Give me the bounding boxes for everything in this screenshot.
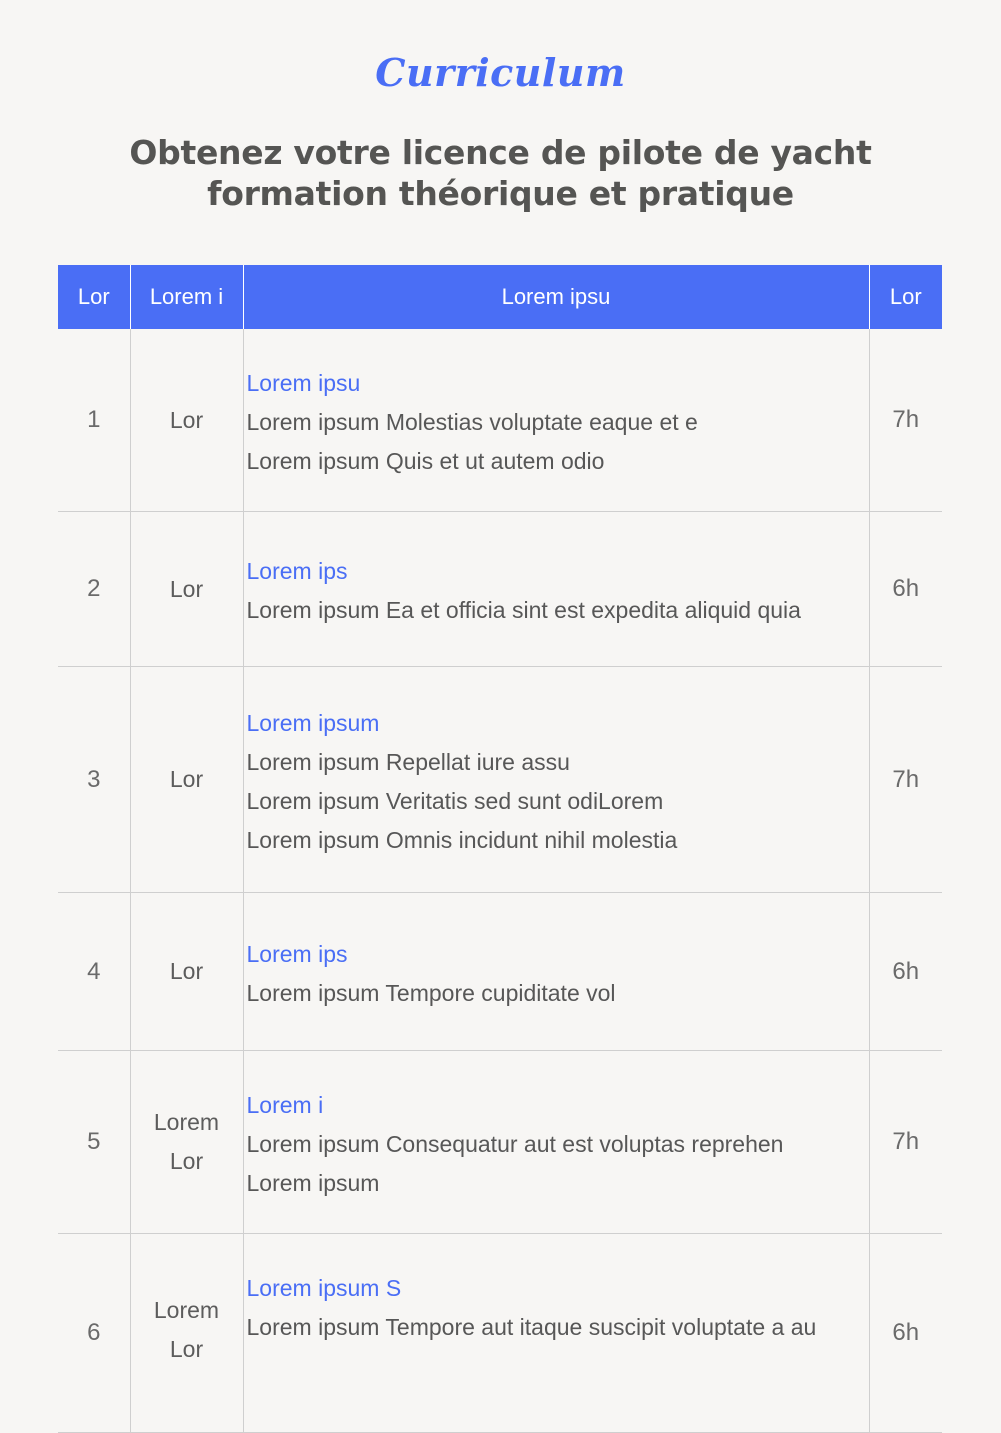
column-header-type: Lorem i xyxy=(130,265,243,329)
lesson-item: Lorem ipsum Omnis incidunt nihil molestia xyxy=(246,826,678,853)
row-content xyxy=(243,1234,869,1433)
headline-line-2: formation théorique et pratique xyxy=(207,174,794,213)
row-content xyxy=(243,667,869,893)
row-hours: 7h xyxy=(869,329,942,512)
row-number: 6 xyxy=(58,1234,130,1433)
row-content xyxy=(243,1051,869,1234)
row-type xyxy=(130,1051,243,1234)
row-number: 3 xyxy=(58,667,130,893)
row-type xyxy=(130,893,243,1051)
module-title: Lorem ips xyxy=(246,558,348,584)
row-hours: 7h xyxy=(869,667,942,893)
module-title: Lorem ipsum S xyxy=(246,1275,402,1301)
column-header-content: Lorem ipsu xyxy=(243,265,869,329)
row-content xyxy=(243,893,869,1051)
row-hours: 6h xyxy=(869,512,942,667)
lesson-item: Lorem ipsum Veritatis sed sunt odiLorem xyxy=(246,787,664,814)
column-header-number: Lor xyxy=(58,265,130,329)
module-title: Lorem ipsum xyxy=(246,709,380,736)
row-type xyxy=(130,329,243,512)
row-type-line: Lor xyxy=(169,575,204,602)
page-headline xyxy=(60,132,941,214)
lesson-item: Lorem ipsum Tempore aut itaque suscipit voluptate a au xyxy=(246,1314,817,1340)
lesson-item: Lorem ipsum Ea et officia sint est expedita aliquid quia xyxy=(246,597,801,623)
module-title: Lorem ipsu xyxy=(246,369,361,396)
lesson-item: Lorem ipsum xyxy=(246,1169,380,1196)
column-header-hours: Lor xyxy=(869,265,942,329)
table-row xyxy=(58,1051,942,1234)
lesson-item: Lorem ipsum Consequatur aut est voluptas reprehen xyxy=(246,1130,784,1157)
row-content xyxy=(243,512,869,667)
headline-line-1: Obtenez votre licence de pilote de yacht xyxy=(129,133,872,172)
row-type-line: Lor xyxy=(169,958,204,984)
row-number: 5 xyxy=(58,1051,130,1234)
row-hours: 7h xyxy=(869,1051,942,1234)
lesson-item: Lorem ipsum Molestias voluptate eaque et e xyxy=(246,408,698,435)
row-number: 1 xyxy=(58,329,130,512)
table-row xyxy=(58,329,942,512)
lesson-item: Lorem ipsum Quis et ut autem odio xyxy=(246,447,605,474)
row-number: 2 xyxy=(58,512,130,667)
table-row xyxy=(58,893,942,1051)
module-title: Lorem ips xyxy=(246,940,348,967)
row-type-line: Lorem xyxy=(153,1109,220,1135)
row-type-line: Lor xyxy=(169,1148,204,1174)
row-content xyxy=(243,329,869,512)
table-header-row xyxy=(58,265,942,329)
row-type xyxy=(130,512,243,667)
row-type xyxy=(130,1234,243,1433)
lesson-item: Lorem ipsum Repellat iure assu xyxy=(246,748,570,775)
row-type-line: Lor xyxy=(169,1336,204,1362)
row-type-line: Lor xyxy=(169,406,204,433)
lesson-item: Lorem ipsum Tempore cupiditate vol xyxy=(246,979,616,1006)
curriculum-table xyxy=(58,265,942,1433)
row-type xyxy=(130,667,243,893)
table-row xyxy=(58,512,942,667)
table-row xyxy=(58,667,942,893)
row-type-line: Lor xyxy=(169,766,204,792)
row-number: 4 xyxy=(58,893,130,1051)
table-row xyxy=(58,1234,942,1433)
row-hours: 6h xyxy=(869,893,942,1051)
module-title: Lorem i xyxy=(246,1091,324,1118)
section-script-title: Curriculum xyxy=(375,50,626,95)
row-hours: 6h xyxy=(869,1234,942,1433)
row-type-line: Lorem xyxy=(153,1297,220,1323)
